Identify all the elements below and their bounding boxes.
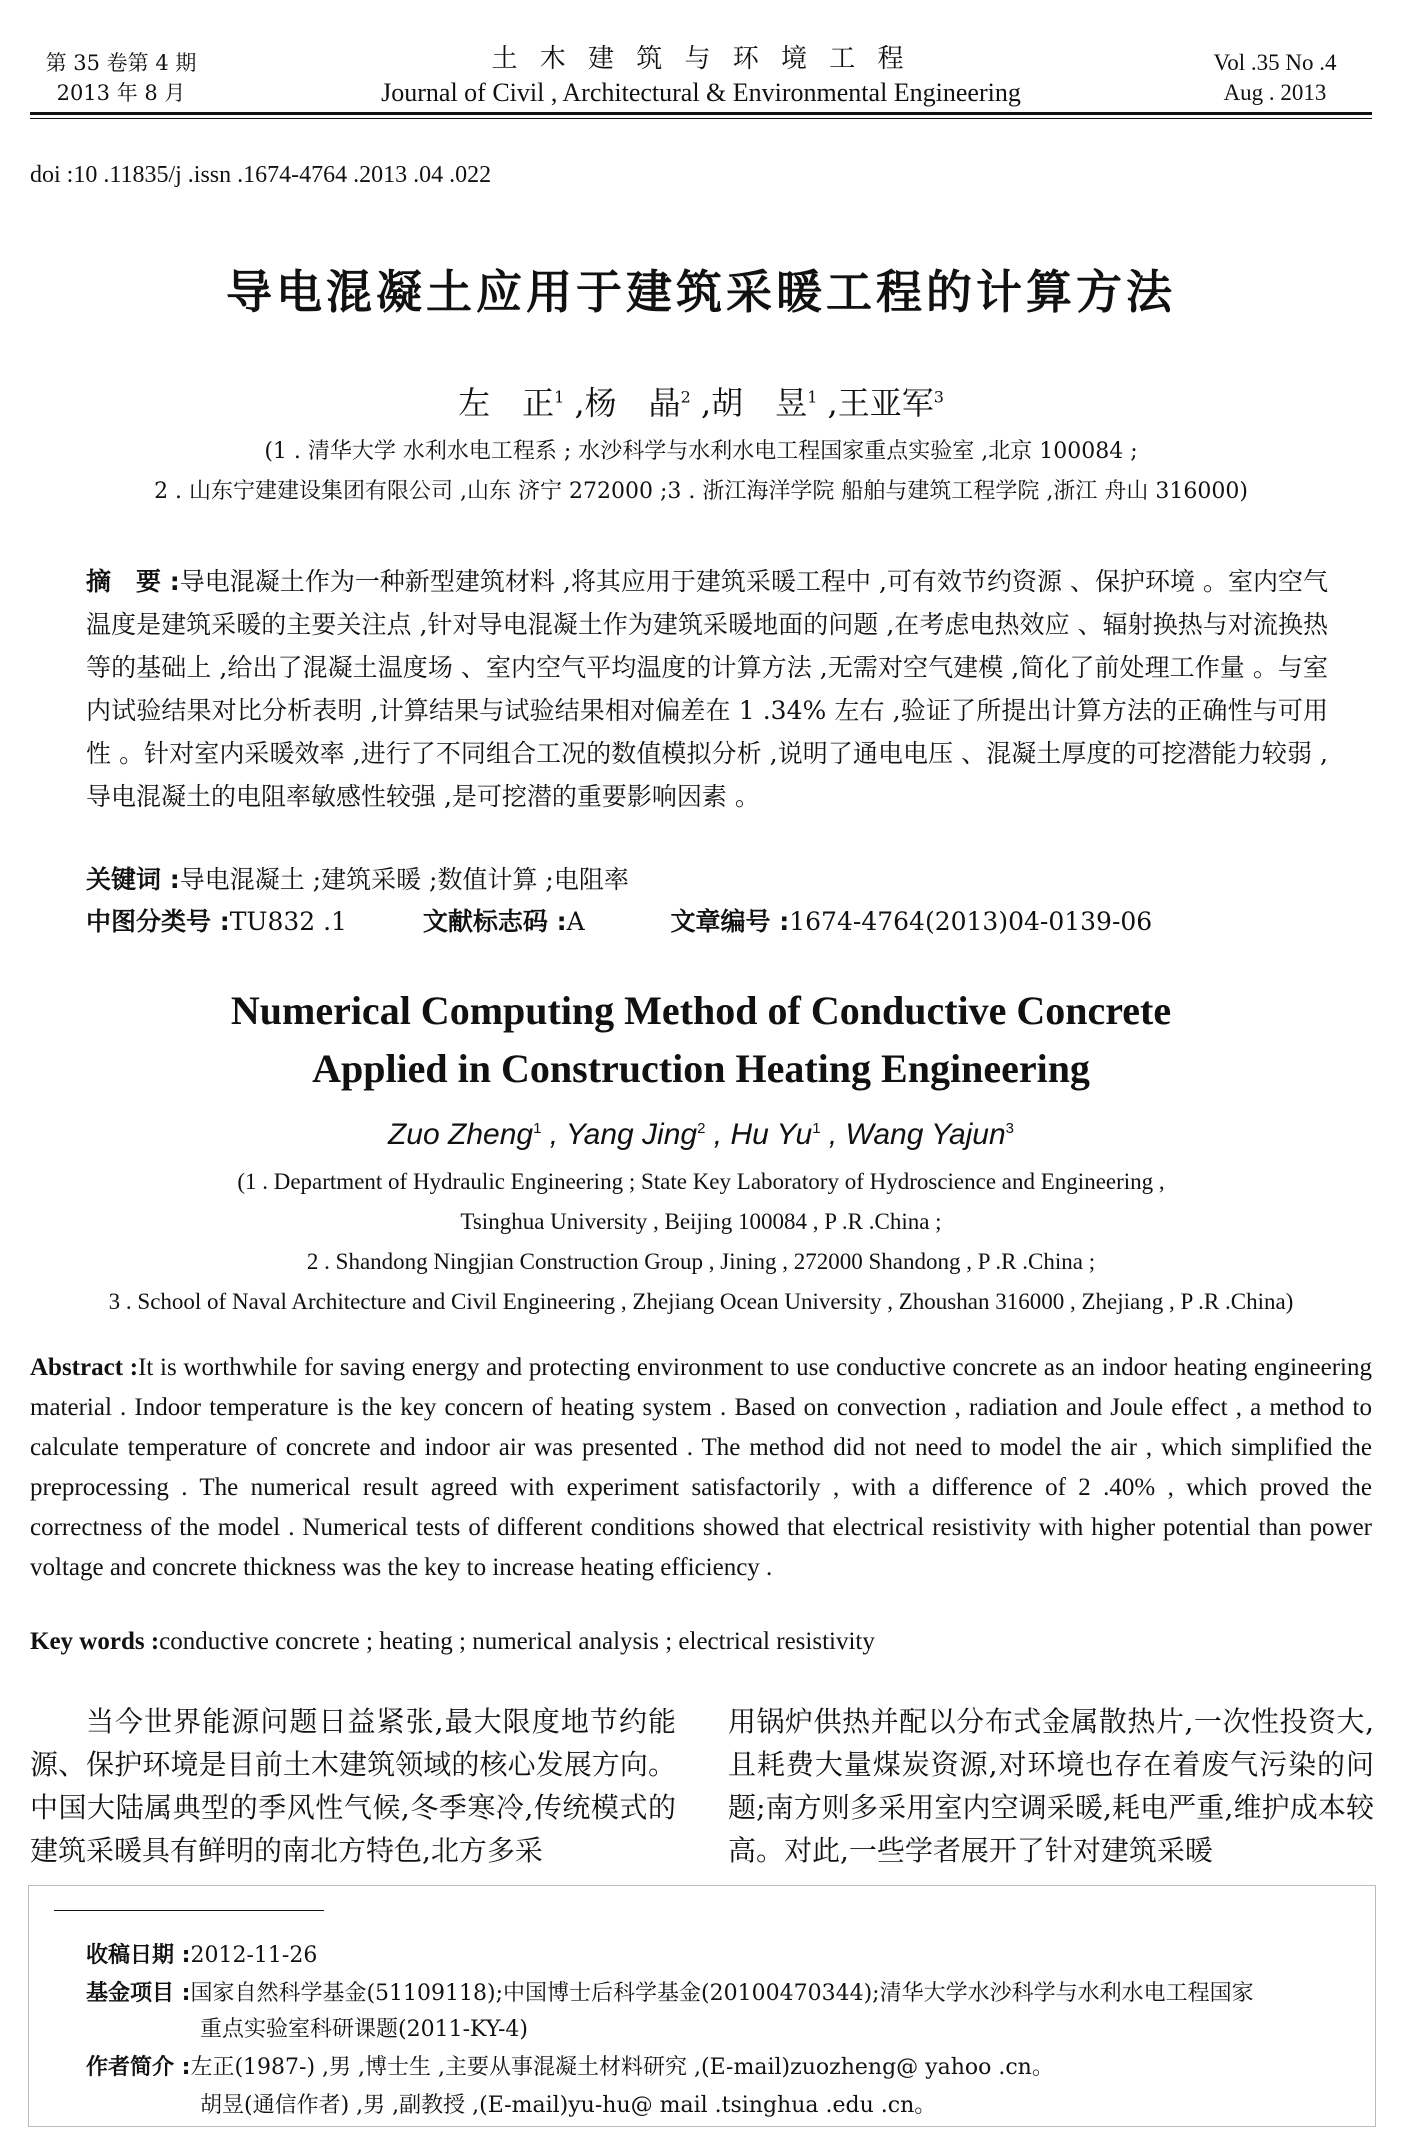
date-cn: 2013 年 8 月 bbox=[56, 81, 186, 105]
authors-en: Zuo Zheng$^1$ , Yang Jing$^2$ , Hu Yu$^1$ , Wang Yajun$^3$ bbox=[387, 1118, 1015, 1151]
abstract-en-text: It is worthwhile for saving energy and protecting environment to use conductive concrete as an indoor heating engineering material . Indoor temperature is the key concern of heating system . Based on convection , radiation and Joule effect , a method to calculate temperature of concrete and indoor air was presented . The method did not need to model the air , which simplified the preprocessing . The numerical result agreed with experiment satisfactorily , with a difference of 2 .40% , which proved the correctness of the model . Numerical tests of different conditions showed that electrical resistivity with higher potential than power voltage and concrete thickness was the key to increase heating efficiency . bbox=[30, 1354, 1372, 1581]
affiliation-en: 3 . School of Naval Architecture and Civil Engineering , Zhejiang Ocean University , Zhoushan 316000 , Zhejiang , P .R .China) bbox=[108, 1289, 1294, 1314]
author-en: Wang Yajun bbox=[845, 1118, 1006, 1151]
journal-issue-en bbox=[1190, 48, 1360, 108]
volume-en: Vol .35 No .4 bbox=[1213, 50, 1337, 75]
header-rule-thick bbox=[30, 112, 1372, 115]
body-column-left: 当今世界能源问题日益紧张,最大限度地节约能源、保护环境是目前土木建筑领域的核心发展方向。中国大陆属典型的季风性气候,冬季寒冷,传统模式的建筑采暖具有鲜明的南北方特色,北方多采 bbox=[30, 1705, 676, 1867]
doi: doi :10 .11835/j .issn .1674-4764 .2013 .04 .022 bbox=[30, 162, 492, 188]
journal-name bbox=[300, 42, 1102, 110]
journal-name-en: Journal of Civil , Architectural & Environmental Engineering bbox=[381, 78, 1021, 107]
author-cn: 左 正 bbox=[458, 384, 555, 422]
footnote-bio-cont: 胡昱(通信作者) ,男 ,副教授 ,(E-mail)yu-hu@ mail .tsinghua .edu .cn。 bbox=[200, 2093, 937, 2118]
abstract-cn-label: 摘 要 : bbox=[86, 567, 180, 596]
footnote-received: 收稿日期 :2012-11-26 bbox=[86, 1943, 318, 1968]
affiliation-en: Tsinghua University , Beijing 100084 , P .R .China ; bbox=[460, 1209, 942, 1234]
affiliation-cn: 2 . 山东宁建建设集团有限公司 ,山东 济宁 272000 ;3 . 浙江海洋学院 船舶与建筑工程学院 ,浙江 舟山 316000) bbox=[154, 479, 1248, 504]
affiliation-en: 2 . Shandong Ningjian Construction Group , Jining , 272000 Shandong , P .R .China ; bbox=[306, 1249, 1096, 1274]
journal-name-cn: 土 木 建 筑 与 环 境 工 程 bbox=[491, 44, 911, 74]
abstract-en bbox=[30, 1348, 1372, 1588]
title-cn: 导电混凝土应用于建筑采暖工程的计算方法 bbox=[226, 265, 1176, 319]
footnote-fund-cont: 重点实验室科研课题(2011-KY-4) bbox=[200, 2017, 528, 2042]
date-en: Aug . 2013 bbox=[1223, 80, 1327, 105]
header-rule-thin bbox=[30, 118, 1372, 119]
author-cn: 王亚军 bbox=[837, 384, 934, 422]
author-en: Hu Yu bbox=[730, 1118, 813, 1151]
abstract-cn-text: 导电混凝土作为一种新型建筑材料 ,将其应用于建筑采暖工程中 ,可有效节约资源 、保护环境 。室内空气温度是建筑采暖的主要关注点 ,针对导电混凝土作为建筑采暖地面的问题 ,在考虑电热效应 、辐射换热与对流换热等的基础上 ,给出了混凝土温度场 、室内空气平均温度的计算方法 ,无需对空气建模 ,简化了前处理工作量 。与室内试验结果对比分析表明 ,计算结果与试验结果相对偏差在 1 .34% 左右 ,验证了所提出计算方法的正确性与可用性 。针对室内采暖效率 ,进行了不同组合工况的数值模拟分析 ,说明了通电电压 、混凝土厚度的可挖潜能力较弱 ,导电混凝土的电阻率敏感性较强 ,是可挖潜的重要影响因素 。 bbox=[86, 567, 1328, 811]
footnote-bio: 作者简介 :左正(1987-) ,男 ,博士生 ,主要从事混凝土材料研究 ,(E-mail)zuozheng@ yahoo .cn。 bbox=[86, 2055, 1054, 2080]
author-en: Yang Jing bbox=[565, 1118, 698, 1151]
journal-issue-cn bbox=[42, 48, 200, 108]
author-en: Zuo Zheng bbox=[387, 1118, 534, 1151]
abstract-cn bbox=[86, 560, 1328, 818]
author-cn: 杨 晶 bbox=[584, 384, 681, 422]
footnote-rule bbox=[54, 1910, 324, 1911]
affiliation-en: (1 . Department of Hydraulic Engineering ; State Key Laboratory of Hydroscience and Engineering , bbox=[237, 1169, 1165, 1194]
keywords-en: Key words :conductive concrete ; heating ; numerical analysis ; electrical resistivity bbox=[30, 1628, 875, 1655]
body-column-right: 用锅炉供热并配以分布式金属散热片,一次性投资大,且耗费大量煤炭资源,对环境也存在着废气污染的问题;南方则多采用室内空调采暖,耗电严重,维护成本较高。对此,一些学者展开了针对建筑采暖 bbox=[728, 1705, 1374, 1867]
author-cn: 胡 昱 bbox=[711, 384, 808, 422]
abstract-en-label: Abstract : bbox=[30, 1354, 139, 1381]
title-en: Numerical Computing Method of Conductive Concrete Applied in Construction Heating Engineering bbox=[230, 988, 1172, 1091]
keywords-cn: 关键词 :导电混凝土 ;建筑采暖 ;数值计算 ;电阻率 bbox=[86, 865, 629, 894]
volume-cn: 第 35 卷第 4 期 bbox=[45, 51, 197, 75]
authors-cn: 左 正$^1$ ,杨 晶$^2$ ,胡 昱$^1$ ,王亚军$^3$ bbox=[458, 384, 944, 422]
classification-cn: 中图分类号 :TU832 .1 文献标志码 :A 文章编号 :1674-4764(2013)04-0139-06 bbox=[86, 907, 1153, 936]
affiliation-cn: (1 . 清华大学 水利水电工程系 ; 水沙科学与水利水电工程国家重点实验室 ,北京 100084 ; bbox=[264, 439, 1138, 464]
footnote-fund: 基金项目 :国家自然科学基金(51109118);中国博士后科学基金(20100470344);清华大学水沙科学与水利水电工程国家 bbox=[86, 1981, 1254, 2006]
